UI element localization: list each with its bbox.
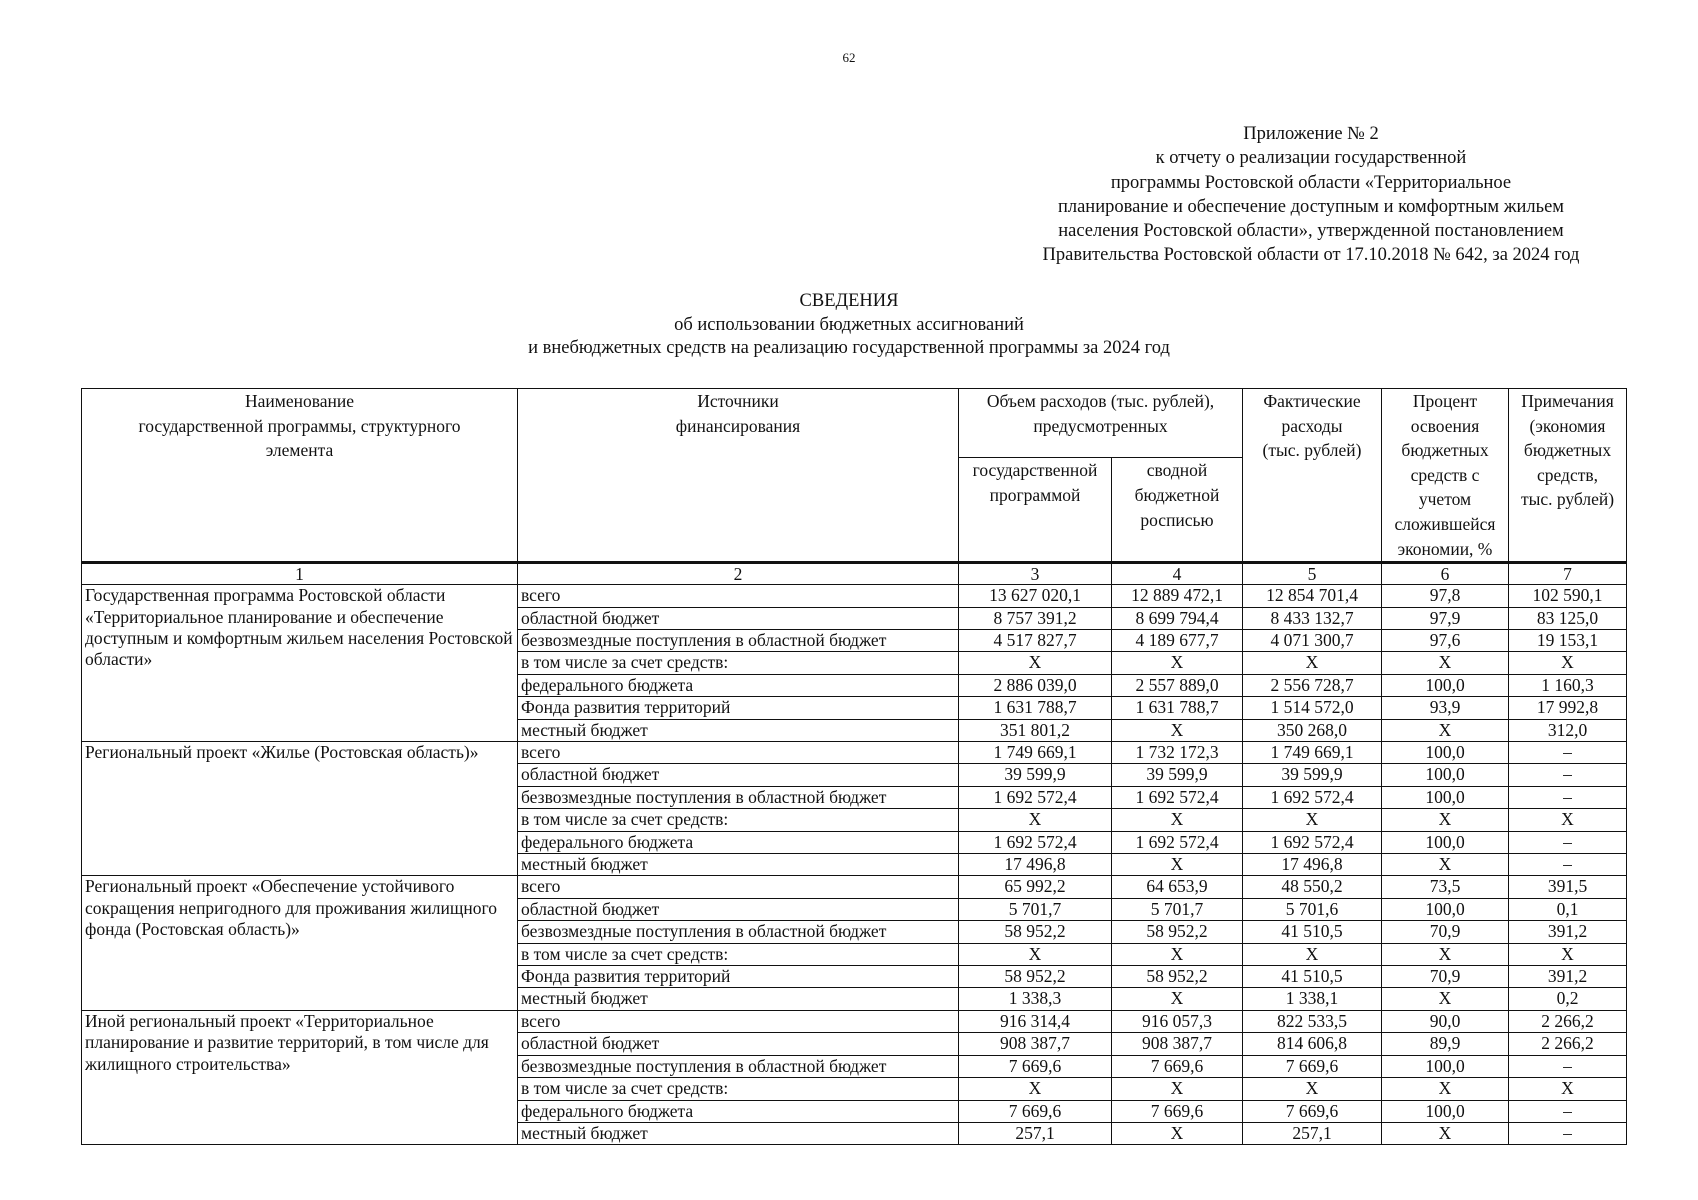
title-line: об использовании бюджетных ассигнований — [674, 314, 1024, 335]
planned-program-value: 1 631 788,7 — [959, 697, 1112, 719]
percent-value: 100,0 — [1382, 898, 1509, 920]
funding-source: всего — [518, 1010, 959, 1032]
notes-value: 1 160,3 — [1509, 674, 1627, 696]
percent-value: 100,0 — [1382, 1100, 1509, 1122]
planned-program-value: 908 387,7 — [959, 1033, 1112, 1055]
column-number: 6 — [1382, 563, 1509, 585]
percent-value: 100,0 — [1382, 831, 1509, 853]
actual-value: 5 701,6 — [1243, 898, 1382, 920]
notes-value: 391,5 — [1509, 876, 1627, 898]
actual-value: 2 556 728,7 — [1243, 674, 1382, 696]
planned-program-value: X — [959, 652, 1112, 674]
actual-value: 7 669,6 — [1243, 1055, 1382, 1077]
planned-program-value: 2 886 039,0 — [959, 674, 1112, 696]
notes-value: – — [1509, 786, 1627, 808]
actual-value: 1 749 669,1 — [1243, 742, 1382, 764]
budget-table — [81, 388, 1627, 1145]
planned-program-value: 8 757 391,2 — [959, 607, 1112, 629]
actual-value: X — [1243, 943, 1382, 965]
appendix-line: Правительства Ростовской области от 17.10.2018 № 642, за 2024 год — [1042, 245, 1580, 266]
element-name: Региональный проект «Обеспечение устойчивого сокращения непригодного для проживания жилищного фонда (Ростовская область)» — [82, 876, 518, 1010]
funding-source: федерального бюджета — [518, 831, 959, 853]
funding-source: федерального бюджета — [518, 1100, 959, 1122]
planned-budget-value: X — [1112, 1078, 1243, 1100]
notes-value: – — [1509, 854, 1627, 876]
notes-value: X — [1509, 1078, 1627, 1100]
planned-budget-value: 1 692 572,4 — [1112, 831, 1243, 853]
header-percent: Процент освоения бюджетных средств с учетом сложившейся экономии, % — [1382, 389, 1509, 563]
planned-program-value: X — [959, 809, 1112, 831]
funding-source: местный бюджет — [518, 719, 959, 741]
funding-source: местный бюджет — [518, 854, 959, 876]
appendix-note — [1001, 122, 1621, 268]
actual-value: 17 496,8 — [1243, 854, 1382, 876]
actual-value: 1 692 572,4 — [1243, 786, 1382, 808]
appendix-line: к отчету о реализации государственной — [1155, 148, 1467, 169]
planned-budget-value: X — [1112, 652, 1243, 674]
planned-program-value: 1 338,3 — [959, 988, 1112, 1010]
actual-value: 8 433 132,7 — [1243, 607, 1382, 629]
planned-budget-value: 2 557 889,0 — [1112, 674, 1243, 696]
planned-budget-value: 58 952,2 — [1112, 966, 1243, 988]
table-row — [82, 742, 1627, 764]
column-number-row — [82, 563, 1627, 585]
column-number: 2 — [518, 563, 959, 585]
percent-value: 100,0 — [1382, 1055, 1509, 1077]
percent-value: 97,9 — [1382, 607, 1509, 629]
planned-budget-value: 64 653,9 — [1112, 876, 1243, 898]
percent-value: 97,6 — [1382, 629, 1509, 651]
funding-source: Фонда развития территорий — [518, 966, 959, 988]
percent-value: 97,8 — [1382, 585, 1509, 607]
funding-source: областной бюджет — [518, 1033, 959, 1055]
notes-value: 0,1 — [1509, 898, 1627, 920]
appendix-line: планирование и обеспечение доступным и комфортным жильем — [1057, 196, 1565, 217]
planned-program-value: 58 952,2 — [959, 921, 1112, 943]
actual-value: X — [1243, 1078, 1382, 1100]
funding-source: безвозмездные поступления в областной бюджет — [518, 629, 959, 651]
actual-value: X — [1243, 809, 1382, 831]
planned-program-value: 65 992,2 — [959, 876, 1112, 898]
actual-value: 350 268,0 — [1243, 719, 1382, 741]
planned-program-value: 1 749 669,1 — [959, 742, 1112, 764]
planned-budget-value: 916 057,3 — [1112, 1010, 1243, 1032]
funding-source: местный бюджет — [518, 1122, 959, 1144]
planned-program-value: 17 496,8 — [959, 854, 1112, 876]
column-number: 5 — [1243, 563, 1382, 585]
actual-value: 257,1 — [1243, 1122, 1382, 1144]
header-planned: Объем расходов (тыс. рублей), предусмотренных — [959, 389, 1243, 458]
planned-budget-value: 8 699 794,4 — [1112, 607, 1243, 629]
planned-budget-value: 4 189 677,7 — [1112, 629, 1243, 651]
planned-program-value: 1 692 572,4 — [959, 831, 1112, 853]
planned-budget-value: X — [1112, 854, 1243, 876]
funding-source: безвозмездные поступления в областной бюджет — [518, 786, 959, 808]
percent-value: 90,0 — [1382, 1010, 1509, 1032]
notes-value: 19 153,1 — [1509, 629, 1627, 651]
table-row — [82, 585, 1627, 607]
column-number: 4 — [1112, 563, 1243, 585]
planned-budget-value: X — [1112, 809, 1243, 831]
planned-budget-value: 58 952,2 — [1112, 921, 1243, 943]
actual-value: 7 669,6 — [1243, 1100, 1382, 1122]
planned-program-value: 351 801,2 — [959, 719, 1112, 741]
percent-value: 70,9 — [1382, 921, 1509, 943]
planned-program-value: 58 952,2 — [959, 966, 1112, 988]
table-row — [82, 1010, 1627, 1032]
notes-value: 391,2 — [1509, 966, 1627, 988]
notes-value: X — [1509, 943, 1627, 965]
planned-budget-value: X — [1112, 719, 1243, 741]
funding-source: федерального бюджета — [518, 674, 959, 696]
planned-budget-value: 1 692 572,4 — [1112, 786, 1243, 808]
header-name: Наименование государственной программы, структурного элемента — [82, 389, 518, 563]
planned-program-value: 916 314,4 — [959, 1010, 1112, 1032]
planned-program-value: 39 599,9 — [959, 764, 1112, 786]
header-budget-list: сводной бюджетной росписью — [1112, 458, 1243, 563]
planned-program-value: 13 627 020,1 — [959, 585, 1112, 607]
column-number: 3 — [959, 563, 1112, 585]
percent-value: 73,5 — [1382, 876, 1509, 898]
percent-value: X — [1382, 809, 1509, 831]
notes-value: 0,2 — [1509, 988, 1627, 1010]
planned-program-value: X — [959, 1078, 1112, 1100]
percent-value: 70,9 — [1382, 966, 1509, 988]
percent-value: 100,0 — [1382, 786, 1509, 808]
appendix-line: Приложение № 2 — [1243, 124, 1379, 144]
title-line: и внебюджетных средств на реализацию государственной программы за 2024 год — [528, 338, 1170, 358]
percent-value: X — [1382, 1122, 1509, 1144]
planned-budget-value: X — [1112, 943, 1243, 965]
notes-value: 102 590,1 — [1509, 585, 1627, 607]
funding-source: областной бюджет — [518, 898, 959, 920]
percent-value: 100,0 — [1382, 674, 1509, 696]
notes-value: X — [1509, 652, 1627, 674]
funding-source: в том числе за счет средств: — [518, 809, 959, 831]
percent-value: X — [1382, 988, 1509, 1010]
notes-value: – — [1509, 1100, 1627, 1122]
funding-source: в том числе за счет средств: — [518, 943, 959, 965]
planned-program-value: 257,1 — [959, 1122, 1112, 1144]
element-name: Региональный проект «Жилье (Ростовская область)» — [82, 742, 518, 876]
funding-source: в том числе за счет средств: — [518, 652, 959, 674]
funding-source: в том числе за счет средств: — [518, 1078, 959, 1100]
funding-source: областной бюджет — [518, 764, 959, 786]
planned-budget-value: 908 387,7 — [1112, 1033, 1243, 1055]
funding-source: безвозмездные поступления в областной бюджет — [518, 1055, 959, 1077]
funding-source: Фонда развития территорий — [518, 697, 959, 719]
actual-value: 39 599,9 — [1243, 764, 1382, 786]
percent-value: 89,9 — [1382, 1033, 1509, 1055]
percent-value: X — [1382, 1078, 1509, 1100]
percent-value: 93,9 — [1382, 697, 1509, 719]
title-heading: СВЕДЕНИЯ — [799, 291, 899, 311]
actual-value: X — [1243, 652, 1382, 674]
page-number: 62 — [842, 50, 856, 65]
notes-value: – — [1509, 1055, 1627, 1077]
notes-value: – — [1509, 831, 1627, 853]
planned-budget-value: X — [1112, 1122, 1243, 1144]
actual-value: 814 606,8 — [1243, 1033, 1382, 1055]
planned-program-value: 7 669,6 — [959, 1100, 1112, 1122]
percent-value: 100,0 — [1382, 764, 1509, 786]
header-actual: Фактические расходы (тыс. рублей) — [1243, 389, 1382, 563]
element-name: Государственная программа Ростовской области «Территориальное планирование и обеспечение доступным и комфортным жильем населения Ростовской области» — [82, 585, 518, 742]
notes-value: – — [1509, 764, 1627, 786]
actual-value: 822 533,5 — [1243, 1010, 1382, 1032]
notes-value: – — [1509, 1122, 1627, 1144]
element-name: Иной региональный проект «Территориальное планирование и развитие территорий, в том числе для жилищного строительства» — [82, 1010, 518, 1144]
funding-source: всего — [518, 742, 959, 764]
percent-value: X — [1382, 943, 1509, 965]
notes-value: 2 266,2 — [1509, 1033, 1627, 1055]
planned-budget-value: 7 669,6 — [1112, 1055, 1243, 1077]
document-title — [0, 290, 1698, 361]
header-state-program: государственной программой — [959, 458, 1112, 563]
planned-program-value: 4 517 827,7 — [959, 629, 1112, 651]
notes-value: 2 266,2 — [1509, 1010, 1627, 1032]
planned-budget-value: X — [1112, 988, 1243, 1010]
planned-program-value: 1 692 572,4 — [959, 786, 1112, 808]
actual-value: 48 550,2 — [1243, 876, 1382, 898]
percent-value: X — [1382, 719, 1509, 741]
notes-value: 312,0 — [1509, 719, 1627, 741]
planned-budget-value: 1 631 788,7 — [1112, 697, 1243, 719]
funding-source: местный бюджет — [518, 988, 959, 1010]
notes-value: – — [1509, 742, 1627, 764]
planned-budget-value: 12 889 472,1 — [1112, 585, 1243, 607]
actual-value: 41 510,5 — [1243, 966, 1382, 988]
actual-value: 1 338,1 — [1243, 988, 1382, 1010]
planned-program-value: 5 701,7 — [959, 898, 1112, 920]
funding-source: безвозмездные поступления в областной бюджет — [518, 921, 959, 943]
planned-budget-value: 1 732 172,3 — [1112, 742, 1243, 764]
percent-value: 100,0 — [1382, 742, 1509, 764]
column-number: 1 — [82, 563, 518, 585]
planned-budget-value: 7 669,6 — [1112, 1100, 1243, 1122]
actual-value: 12 854 701,4 — [1243, 585, 1382, 607]
funding-source: всего — [518, 876, 959, 898]
actual-value: 41 510,5 — [1243, 921, 1382, 943]
planned-budget-value: 39 599,9 — [1112, 764, 1243, 786]
actual-value: 1 514 572,0 — [1243, 697, 1382, 719]
notes-value: X — [1509, 809, 1627, 831]
planned-program-value: 7 669,6 — [959, 1055, 1112, 1077]
funding-source: областной бюджет — [518, 607, 959, 629]
appendix-line: населения Ростовской области», утвержденной постановлением — [1058, 221, 1564, 242]
percent-value: X — [1382, 652, 1509, 674]
actual-value: 4 071 300,7 — [1243, 629, 1382, 651]
table-row — [82, 876, 1627, 898]
notes-value: 391,2 — [1509, 921, 1627, 943]
funding-source: всего — [518, 585, 959, 607]
percent-value: X — [1382, 854, 1509, 876]
header-sources: Источники финансирования — [518, 389, 959, 563]
notes-value: 17 992,8 — [1509, 697, 1627, 719]
notes-value: 83 125,0 — [1509, 607, 1627, 629]
column-number: 7 — [1509, 563, 1627, 585]
header-notes: Примечания (экономия бюджетных средств, тыс. рублей) — [1509, 389, 1627, 563]
appendix-line: программы Ростовской области «Территориальное — [1110, 172, 1512, 193]
planned-budget-value: 5 701,7 — [1112, 898, 1243, 920]
actual-value: 1 692 572,4 — [1243, 831, 1382, 853]
planned-program-value: X — [959, 943, 1112, 965]
